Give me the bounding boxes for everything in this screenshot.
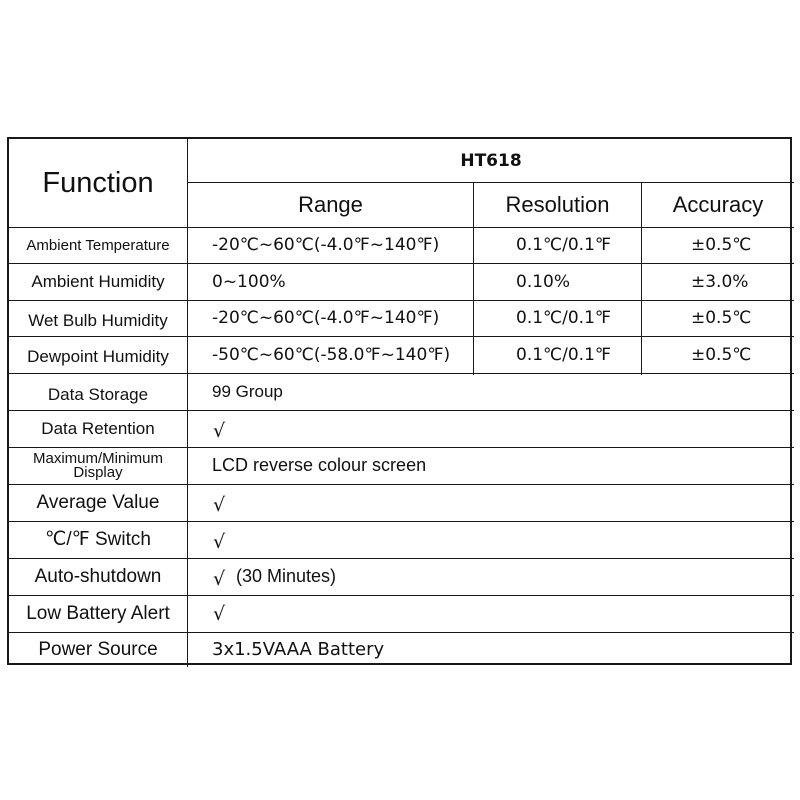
value-cell: 3x1.5VAAA Battery	[212, 639, 385, 660]
resolution-cell: 0.1℃/0.1℉	[516, 235, 612, 255]
check-icon: √	[213, 493, 226, 516]
accuracy-cell: ±3.0%	[691, 271, 749, 292]
resolution-header: Resolution	[505, 191, 610, 217]
check-icon: √	[213, 567, 226, 590]
function-cell: Ambient Humidity	[31, 271, 165, 291]
spec-table	[7, 137, 792, 665]
function-cell: Low Battery Alert	[26, 602, 170, 624]
model-header: HT618	[460, 150, 522, 171]
range-header: Range	[298, 191, 363, 217]
function-cell: Dewpoint Humidity	[27, 346, 169, 366]
check-icon: √	[213, 530, 226, 553]
function-cell: Wet Bulb Humidity	[28, 310, 168, 330]
check-icon: √	[213, 419, 226, 442]
range-cell: 0~100%	[212, 271, 286, 292]
value-cell: 99 Group	[212, 381, 283, 401]
range-cell: -20℃~60℃(-4.0℉~140℉)	[212, 308, 440, 328]
function-cell: Ambient Temperature	[26, 236, 170, 254]
resolution-cell: 0.1℃/0.1℉	[516, 308, 612, 328]
function-cell: ℃/℉ Switch	[45, 529, 151, 550]
check-icon: √	[213, 602, 226, 625]
function-cell: Data Storage	[47, 384, 149, 404]
function-cell: Auto-shutdown	[34, 565, 162, 587]
function-header: Function	[42, 166, 154, 199]
accuracy-cell: ±0.5℃	[691, 235, 752, 255]
accuracy-cell: ±0.5℃	[691, 308, 752, 328]
resolution-cell: 0.1℃/0.1℉	[516, 344, 612, 365]
function-cell: Data Retention	[41, 418, 155, 438]
auto-shutdown-note: (30 Minutes)	[236, 566, 337, 586]
accuracy-header: Accuracy	[672, 191, 764, 217]
value-cell: LCD reverse colour screen	[212, 455, 427, 475]
range-cell: -50℃~60℃(-58.0℉~140℉)	[212, 344, 451, 365]
resolution-cell: 0.10%	[516, 271, 571, 292]
function-cell: Power Source	[38, 638, 158, 660]
function-cell: Average Value	[36, 491, 160, 513]
accuracy-cell: ±0.5℃	[691, 344, 752, 365]
function-cell: Maximum/Minimum Display	[32, 449, 163, 481]
range-cell: -20℃~60℃(-4.0℉~140℉)	[212, 235, 440, 255]
